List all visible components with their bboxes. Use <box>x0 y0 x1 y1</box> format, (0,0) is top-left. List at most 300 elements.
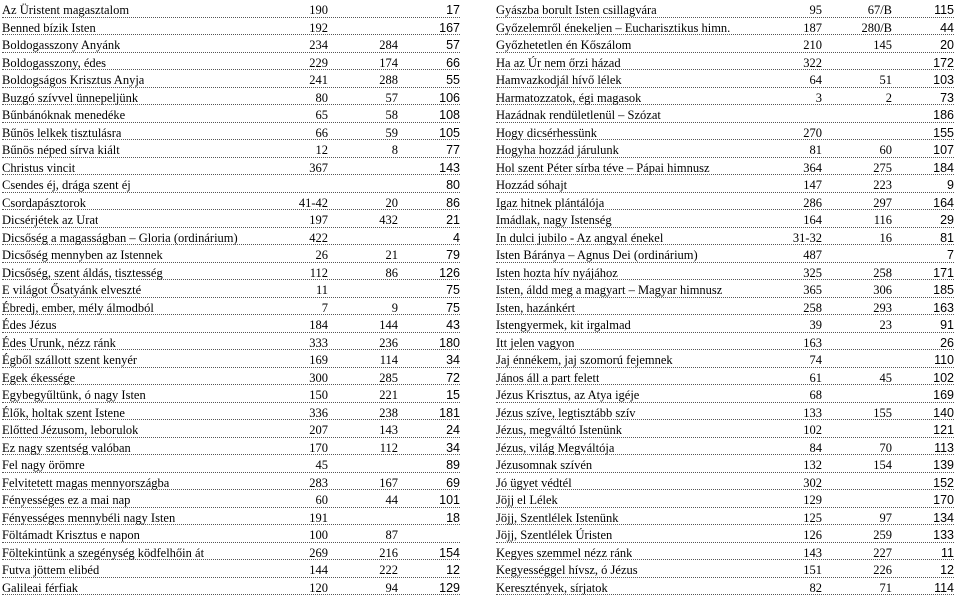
index-row <box>496 18 954 36</box>
index-number-3: 34 <box>446 353 460 367</box>
index-number-1: 364 <box>803 160 822 175</box>
index-number-1: 365 <box>803 283 822 297</box>
index-number-2: 57 <box>385 90 398 105</box>
index-number-2: 112 <box>379 440 398 455</box>
index-number-3: 72 <box>446 370 460 385</box>
index-number-2: 238 <box>379 405 398 420</box>
index-row <box>496 105 954 123</box>
index-number-1: 102 <box>803 423 822 437</box>
index-number-2: 288 <box>379 73 398 87</box>
index-number-3: 184 <box>933 160 954 175</box>
index-number-2: 116 <box>873 213 892 227</box>
index-song-title: Ez nagy szentség valóban <box>2 440 131 455</box>
index-song-title: Dicsőség, szent áldás, tisztesség <box>2 265 163 280</box>
index-number-1: 12 <box>315 143 328 157</box>
index-row <box>2 158 460 176</box>
index-number-3: 29 <box>940 213 954 227</box>
index-number-2: 306 <box>873 283 892 297</box>
index-number-2: 222 <box>379 563 398 577</box>
index-row <box>2 0 460 18</box>
index-number-2: 284 <box>379 38 398 52</box>
index-number-3: 121 <box>933 423 954 437</box>
index-number-1: 302 <box>803 475 822 490</box>
index-number-1: 81 <box>809 143 822 157</box>
index-number-3: 89 <box>446 458 460 472</box>
index-song-title: Jézus szíve, legtisztább szív <box>496 405 636 420</box>
index-number-1: 26 <box>315 248 328 262</box>
index-number-2: 293 <box>873 300 892 315</box>
index-number-3: 107 <box>933 143 954 157</box>
index-number-3: 26 <box>940 335 954 350</box>
index-number-2: 2 <box>885 90 892 105</box>
index-row <box>496 53 954 71</box>
index-number-3: 79 <box>446 248 460 262</box>
right-index-column <box>496 0 954 595</box>
index-number-3: 154 <box>439 545 460 560</box>
index-number-3: 108 <box>439 108 460 122</box>
index-row <box>496 228 954 246</box>
index-number-1: 126 <box>803 528 822 542</box>
index-song-title: Ha az Úr nem őrzi házad <box>496 55 621 70</box>
index-number-1: 45 <box>315 458 328 472</box>
index-row <box>2 455 460 473</box>
index-number-2: 226 <box>873 563 892 577</box>
index-number-1: 74 <box>809 353 822 367</box>
index-song-title: Gyászba borult Isten csillagvára <box>496 3 657 17</box>
index-row <box>496 333 954 351</box>
index-row <box>2 420 460 438</box>
index-number-3: 155 <box>933 125 954 140</box>
index-song-title: Ébredj, ember, mély álmodból <box>2 300 154 315</box>
index-number-3: 20 <box>940 38 954 52</box>
index-number-2: 236 <box>379 335 398 350</box>
index-number-3: 24 <box>446 423 460 437</box>
index-number-1: 336 <box>309 405 328 420</box>
index-number-3: 91 <box>940 318 954 332</box>
index-number-1: 325 <box>803 265 822 280</box>
index-number-2: 143 <box>379 423 398 437</box>
index-song-title: In dulci jubilo - Az angyal énekel <box>496 230 664 245</box>
index-number-1: 322 <box>803 55 822 70</box>
index-row <box>2 193 460 211</box>
index-number-3: 186 <box>933 108 954 122</box>
index-number-2: 280/B <box>861 20 892 35</box>
index-number-3: 106 <box>439 90 460 105</box>
index-number-2: 216 <box>379 545 398 560</box>
index-number-1: 112 <box>309 265 328 280</box>
index-row <box>2 35 460 53</box>
index-row <box>496 123 954 141</box>
index-row <box>496 210 954 228</box>
index-number-3: 55 <box>446 73 460 87</box>
index-number-3: 163 <box>933 300 954 315</box>
index-row <box>2 123 460 141</box>
index-number-3: 164 <box>933 195 954 210</box>
index-number-3: 44 <box>940 20 954 35</box>
index-row <box>2 88 460 106</box>
index-number-2: 167 <box>379 475 398 490</box>
index-row <box>496 350 954 368</box>
index-number-1: 270 <box>803 125 822 140</box>
index-row <box>496 175 954 193</box>
index-number-3: 169 <box>933 388 954 402</box>
index-song-title: Dicsőség mennyben az Istennek <box>2 248 163 262</box>
index-song-title: Égből szállott szent kenyér <box>2 353 138 367</box>
index-number-3: 133 <box>933 528 954 542</box>
index-number-2: 20 <box>385 195 398 210</box>
index-row <box>496 88 954 106</box>
index-row <box>496 245 954 263</box>
index-row <box>2 245 460 263</box>
index-song-title: Futva jöttem elibéd <box>2 563 100 577</box>
index-row <box>496 403 954 421</box>
index-row <box>2 70 460 88</box>
index-row <box>2 578 460 596</box>
index-number-2: 45 <box>879 370 892 385</box>
index-number-3: 180 <box>439 335 460 350</box>
index-number-1: 241 <box>309 73 328 87</box>
index-song-title: Előtted Jézusom, leborulok <box>2 423 139 437</box>
index-number-1: 64 <box>809 73 822 87</box>
index-song-title: Bűnös lelkek tisztulásra <box>2 125 122 140</box>
index-row <box>496 508 954 526</box>
index-number-3: 80 <box>446 178 460 192</box>
index-number-2: 67/B <box>867 3 892 17</box>
index-number-2: 86 <box>385 265 398 280</box>
index-song-title: Imádlak, nagy Istenség <box>496 213 612 227</box>
index-number-3: 9 <box>947 178 954 192</box>
index-number-1: 39 <box>809 318 822 332</box>
index-number-2: 59 <box>385 125 398 140</box>
index-row <box>2 53 460 71</box>
index-number-2: 9 <box>391 300 398 315</box>
index-number-1: 210 <box>803 38 822 52</box>
index-number-1: 143 <box>803 545 822 560</box>
index-number-3: 75 <box>446 283 460 297</box>
index-song-title: Bűnbánóknak menedéke <box>2 108 126 122</box>
index-song-title: Győzelemről énekeljen – Eucharisztikus himn. <box>496 20 731 35</box>
index-number-1: 169 <box>309 353 328 367</box>
index-number-1: 269 <box>309 545 328 560</box>
index-song-title: Egybegyűltünk, ó nagy Isten <box>2 388 146 402</box>
index-song-title: Édes Jézus <box>2 318 57 332</box>
index-row <box>2 368 460 386</box>
index-number-2: 154 <box>873 458 892 472</box>
index-row <box>496 438 954 456</box>
index-song-title: Kegyes szemmel nézz ránk <box>496 545 633 560</box>
index-song-title: Fényességes mennybéli nagy Isten <box>2 510 176 525</box>
index-number-2: 221 <box>379 388 398 402</box>
index-number-1: 487 <box>803 248 822 262</box>
index-number-1: 7 <box>321 300 328 315</box>
index-number-1: 192 <box>309 20 328 35</box>
index-song-title: Jöjj, Szentlélek Istenünk <box>496 510 619 525</box>
index-number-2: 44 <box>385 493 398 507</box>
index-song-title: Az Üristent magasztalom <box>2 3 130 17</box>
index-song-title: Hol szent Péter sírba téve – Pápai himnusz <box>496 160 710 175</box>
index-number-1: 95 <box>809 3 822 17</box>
index-row <box>2 473 460 491</box>
index-song-title: Hozzád sóhajt <box>496 178 568 192</box>
index-song-title: Christus vincit <box>2 160 76 175</box>
index-song-title: Isten hozta hív nyájához <box>496 265 618 280</box>
index-number-3: 181 <box>439 405 460 420</box>
index-number-1: 65 <box>315 108 328 122</box>
index-song-title: Igaz hitnek plántálója <box>496 195 605 210</box>
left-index-column <box>2 0 460 595</box>
index-number-1: 82 <box>809 580 822 595</box>
index-row <box>2 508 460 526</box>
index-number-2: 16 <box>879 230 892 245</box>
index-number-3: 75 <box>446 300 460 315</box>
index-row <box>2 525 460 543</box>
index-number-1: 170 <box>309 440 328 455</box>
index-number-2: 285 <box>379 370 398 385</box>
index-row <box>496 280 954 298</box>
index-number-1: 11 <box>315 283 328 297</box>
index-row <box>496 158 954 176</box>
index-row <box>2 105 460 123</box>
index-number-1: 286 <box>803 195 822 210</box>
index-row <box>496 70 954 88</box>
index-row <box>496 543 954 561</box>
index-song-title: Édes Urunk, nézz ránk <box>2 335 116 350</box>
index-row <box>496 455 954 473</box>
index-number-1: 191 <box>309 510 328 525</box>
index-number-2: 223 <box>873 178 892 192</box>
index-number-2: 174 <box>379 55 398 70</box>
index-song-title: Felvitetett magas mennyországba <box>2 475 170 490</box>
index-song-title: Isten Báránya – Agnus Dei (ordinárium) <box>496 248 698 262</box>
index-number-1: 190 <box>309 3 328 17</box>
index-number-3: 17 <box>446 3 460 17</box>
index-number-1: 229 <box>309 55 328 70</box>
index-song-title: Jézus, megváltó Istenünk <box>496 423 623 437</box>
index-song-title: Hamvazkodjál hívő lélek <box>496 73 622 87</box>
index-number-3: 81 <box>940 230 954 245</box>
index-number-3: 18 <box>446 510 460 525</box>
index-row <box>2 315 460 333</box>
index-song-title: Fel nagy örömre <box>2 458 85 472</box>
index-number-3: 113 <box>934 440 954 455</box>
index-number-2: 21 <box>385 248 398 262</box>
index-row <box>496 420 954 438</box>
index-number-2: 227 <box>873 545 892 560</box>
index-row <box>496 193 954 211</box>
index-number-3: 102 <box>933 370 954 385</box>
index-song-title: Jézus, világ Megváltója <box>496 440 615 455</box>
index-number-1: 60 <box>315 493 328 507</box>
index-number-3: 139 <box>933 458 954 472</box>
index-song-title: Dicsérjétek az Urat <box>2 213 99 227</box>
index-song-title: Benned bízik Isten <box>2 20 96 35</box>
index-number-1: 41-42 <box>298 195 328 210</box>
index-number-1: 151 <box>803 563 822 577</box>
index-row <box>2 490 460 508</box>
index-number-2: 297 <box>873 195 892 210</box>
index-song-title: Jó ügyet védtél <box>496 475 572 490</box>
index-number-3: 7 <box>947 248 954 262</box>
index-number-1: 422 <box>309 230 328 245</box>
index-row <box>496 140 954 158</box>
index-number-1: 129 <box>803 493 822 507</box>
index-row <box>496 263 954 281</box>
index-number-2: 275 <box>873 160 892 175</box>
index-number-1: 283 <box>309 475 328 490</box>
index-number-3: 172 <box>933 55 954 70</box>
index-number-1: 132 <box>803 458 822 472</box>
index-number-2: 432 <box>379 213 398 227</box>
index-number-1: 133 <box>803 405 822 420</box>
index-number-1: 80 <box>315 90 328 105</box>
index-song-title: Buzgó szívvel ünnepeljünk <box>2 90 139 105</box>
index-song-title: Boldogasszony, édes <box>2 55 107 70</box>
index-song-title: Isten, hazánkért <box>496 300 576 315</box>
index-song-title: Jaj énnékem, jaj szomorú fejemnek <box>496 353 673 367</box>
index-number-2: 114 <box>379 353 398 367</box>
index-number-3: 185 <box>933 283 954 297</box>
index-number-3: 129 <box>439 580 460 595</box>
index-number-2: 259 <box>873 528 892 542</box>
index-row <box>2 140 460 158</box>
index-number-1: 197 <box>309 213 328 227</box>
index-number-1: 163 <box>803 335 822 350</box>
index-row <box>2 333 460 351</box>
index-row <box>496 525 954 543</box>
index-number-2: 97 <box>879 510 892 525</box>
index-number-1: 144 <box>309 563 328 577</box>
index-song-title: Föltámadt Krisztus e napon <box>2 528 140 542</box>
index-row <box>496 490 954 508</box>
index-number-1: 66 <box>315 125 328 140</box>
index-row <box>2 350 460 368</box>
index-song-title: Boldogasszony Anyánk <box>2 38 121 52</box>
index-number-3: 12 <box>940 563 954 577</box>
index-number-1: 207 <box>309 423 328 437</box>
index-number-3: 15 <box>446 388 460 402</box>
index-number-1: 187 <box>803 20 822 35</box>
index-number-3: 43 <box>446 318 460 332</box>
index-row <box>496 0 954 18</box>
index-number-3: 12 <box>446 563 460 577</box>
index-number-2: 258 <box>873 265 892 280</box>
index-number-3: 34 <box>446 440 460 455</box>
index-number-3: 69 <box>446 475 460 490</box>
index-song-title: Dicsőség a magasságban – Gloria (ordinárium) <box>2 230 238 245</box>
index-number-1: 3 <box>815 90 822 105</box>
index-song-title: Boldogságos Krisztus Anyja <box>2 73 145 87</box>
index-number-3: 110 <box>934 353 954 367</box>
index-number-3: 86 <box>446 195 460 210</box>
index-row <box>2 543 460 561</box>
index-number-3: 105 <box>439 125 460 140</box>
index-number-1: 367 <box>309 160 328 175</box>
index-row <box>2 280 460 298</box>
index-row <box>2 385 460 403</box>
index-row <box>496 578 954 596</box>
index-number-3: 73 <box>940 90 954 105</box>
index-number-2: 94 <box>385 580 398 595</box>
index-number-3: 57 <box>446 38 460 52</box>
index-number-1: 300 <box>309 370 328 385</box>
index-row <box>2 18 460 36</box>
index-song-title: Egek ékessége <box>2 370 76 385</box>
index-number-1: 150 <box>309 388 328 402</box>
index-number-1: 164 <box>803 213 822 227</box>
index-number-1: 258 <box>803 300 822 315</box>
index-number-1: 120 <box>309 580 328 595</box>
index-song-title: Jöjj, Szentlélek Úristen <box>496 528 613 542</box>
index-number-1: 68 <box>809 388 822 402</box>
index-song-title: Hogy dicsérhessünk <box>496 125 598 140</box>
index-number-2: 71 <box>879 580 892 595</box>
index-number-1: 333 <box>309 335 328 350</box>
index-song-title: Jöjj el Lélek <box>496 493 558 507</box>
index-number-3: 101 <box>439 493 460 507</box>
index-number-2: 51 <box>879 73 892 87</box>
index-number-3: 126 <box>439 265 460 280</box>
index-number-3: 171 <box>933 265 954 280</box>
index-song-title: Isten, áldd meg a magyart – Magyar himnusz <box>496 283 723 297</box>
index-number-3: 11 <box>941 545 954 560</box>
index-row <box>2 263 460 281</box>
index-row <box>496 298 954 316</box>
index-number-2: 144 <box>379 318 398 332</box>
index-row <box>2 175 460 193</box>
index-row <box>2 438 460 456</box>
index-number-2: 145 <box>873 38 892 52</box>
index-number-1: 61 <box>809 370 822 385</box>
index-number-1: 31-32 <box>792 230 822 245</box>
index-number-3: 77 <box>446 143 460 157</box>
index-song-title: Fényességes ez a mai nap <box>2 493 131 507</box>
index-row <box>496 473 954 491</box>
index-song-title: E világot Ősatyánk elveszté <box>2 283 142 297</box>
index-song-title: Kegyességgel hívsz, ó Jézus <box>496 563 638 577</box>
index-number-1: 234 <box>309 38 328 52</box>
index-number-3: 66 <box>446 55 460 70</box>
index-number-1: 147 <box>803 178 822 192</box>
index-number-2: 58 <box>385 108 398 122</box>
index-song-title: Jézus Krisztus, az Atya igéje <box>496 388 640 402</box>
index-song-title: Itt jelen vagyon <box>496 335 575 350</box>
index-song-title: Galileai férfiak <box>2 580 78 595</box>
index-number-3: 103 <box>933 73 954 87</box>
index-number-3: 143 <box>439 160 460 175</box>
index-number-2: 70 <box>879 440 892 455</box>
index-song-title: János áll a part felett <box>496 370 600 385</box>
index-song-title: Hazádnak rendületlenül – Szózat <box>496 108 661 122</box>
index-number-3: 152 <box>933 475 954 490</box>
index-number-1: 125 <box>803 510 822 525</box>
index-row <box>2 560 460 578</box>
index-song-title: Hogyha hozzád járulunk <box>496 143 619 157</box>
index-row <box>2 298 460 316</box>
index-number-2: 23 <box>879 318 892 332</box>
index-number-2: 155 <box>873 405 892 420</box>
index-number-3: 140 <box>933 405 954 420</box>
index-number-1: 184 <box>309 318 328 332</box>
index-row <box>496 315 954 333</box>
index-number-2: 87 <box>385 528 398 542</box>
index-row <box>2 228 460 246</box>
index-song-title: Harmatozzatok, égi magasok <box>496 90 642 105</box>
index-row <box>496 35 954 53</box>
index-song-title: Csendes éj, drága szent éj <box>2 178 131 192</box>
index-song-title: Föltekintünk a szegénység ködfelhőin át <box>2 545 205 560</box>
index-row <box>2 403 460 421</box>
index-number-3: 170 <box>933 493 954 507</box>
